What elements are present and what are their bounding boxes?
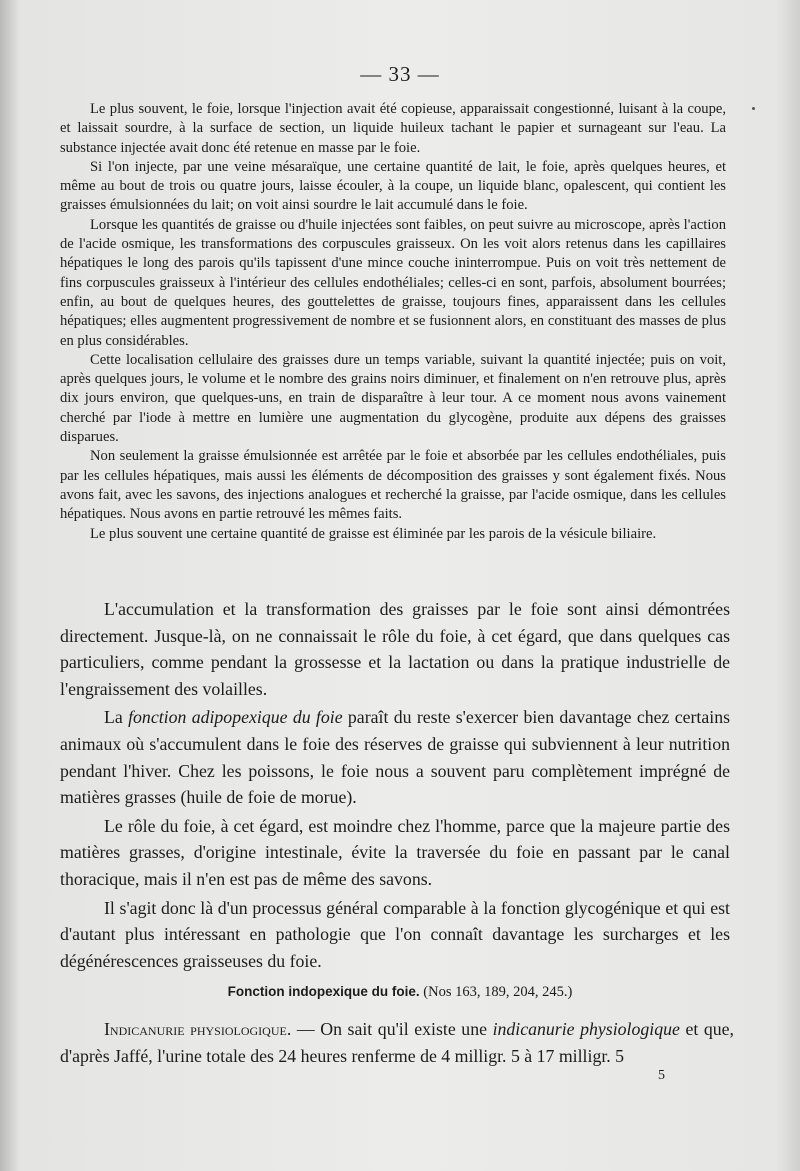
- paragraph: [60, 1016, 734, 1069]
- paragraph: Le plus souvent une certaine quantité de graisse est éliminée par les parois de la vésicule biliaire.: [90, 525, 657, 542]
- section-refs: (Nos 163, 189, 204, 245.): [419, 984, 573, 1000]
- paper-speck: [752, 107, 755, 110]
- small-print-section: [60, 100, 726, 544]
- large-print-section: [60, 596, 730, 974]
- paragraph: Non seulement la graisse émulsionnée est arrêtée par le foie et absorbée par les cellules endothéliales, puis par les cellules hépatiques, mais aussi les éléments de décomposition des graisses y sont également fixés. Nous avons fait, avec les savons, des injections analogues et recherché la graisse, par l'acide osmique, dans les cellules hépatiques. Nous avons en partie retrouvé les mêmes faits.: [60, 448, 726, 523]
- text-run: et que, d'après Jaffé, l'urine totale des 24 heures renferme de 4 milligr. 5 à 17 milligr. 5: [60, 1019, 735, 1066]
- paragraph: L'accumulation et la transformation des graisses par le foie sont ainsi démontrées directement. Jusque-là, on ne connaissait le rôle du foie, à cet égard, que dans quelques cas particuliers, comme pendant la grossesse et la lactation ou dans la pratique industrielle de l'engraissement des volailles.: [60, 599, 730, 699]
- paragraph: Le plus souvent, le foie, lorsque l'injection avait été copieuse, apparaissait congestionné, luisant à la coupe, et laissait sourdre, à la surface de section, un liquide huileux tachant le papier et surnageant sur l'eau. La substance injectée avait donc été retenue en masse par le foie.: [60, 101, 726, 156]
- signature-mark: 5: [658, 1068, 665, 1083]
- paragraph: Il s'agit donc là d'un processus général comparable à la fonction glycogénique et qui est d'autant plus intéressant en pathologie que l'on connaît davantage les surcharges et les dégénérescences graisseuses du foie.: [60, 897, 730, 971]
- paragraph: [60, 704, 730, 810]
- closing-section: [60, 1016, 734, 1069]
- section-heading: [0, 984, 800, 1001]
- paragraph: Le rôle du foie, à cet égard, est moindre chez l'homme, parce que la majeure partie des matières grasses, d'origine intestinale, évite la traversée du foie en passant par le canal thoracique, mais il n'en est pas de même des savons.: [60, 815, 730, 889]
- text-run: — On sait qu'il existe une: [291, 1019, 493, 1039]
- run-in-heading: Indicanurie physiologique.: [104, 1019, 292, 1039]
- italic-term: indicanurie physiologique: [492, 1019, 680, 1039]
- section-title: Fonction indopexique du foie.: [227, 984, 420, 999]
- italic-term: fonction adipopexique du foie: [128, 707, 343, 728]
- paragraph: Si l'on injecte, par une veine mésaraïque, une certaine quantité de lait, le foie, après quelques heures, et même au bout de trois ou quatre jours, laisse écouler, à la coupe, un liquide blanc, opalescent, qui contient les graisses émulsionnées du lait; on voit ainsi sourdre le lait accumulé dans le foie.: [60, 158, 726, 214]
- paragraph: Lorsque les quantités de graisse ou d'huile injectées sont faibles, on peut suivre au microscope, après l'action de l'acide osmique, les transformations des corpuscules graisseux. On les voit alors retenus dans les capillaires hépatiques le long des parois qu'ils tapissent d'une mince couche ininterrompue. Puis on voit très nettement de fins corpuscules graisseux à l'intérieur des cellules endothéliales; celles-ci en sont, parfois, absolument bourrées; enfin, au bout de quelques heures, des gouttelettes de graisse, toujours fines, apparaissent dans les cellules hépatiques; elles augmentent progressivement de nombre et se fusionnent alors, en constituant des masses de plus en plus considérables.: [60, 216, 726, 349]
- text-run: paraît du reste s'exercer bien davantage chez certains animaux où s'accumulent dans le foie des réserves de graisse qui subviennent à leur nutrition pendant l'hiver. Chez les poissons, le foie nous a souvent paru complètement imprégné de matières grasses (huile de foie de morue).: [60, 707, 730, 808]
- page-number: — 33 —: [360, 62, 440, 86]
- text-run: La: [104, 707, 129, 728]
- paragraph: Cette localisation cellulaire des graisses dure un temps variable, suivant la quantité injectée; puis on voit, après quelques jours, le volume et le nombre des grains noirs diminuer, et finalement on n'en retrouve plus, après dix jours environ, que quelques-uns, en train de disparaître à leur tour. A ce moment nous avons vainement cherché par l'iode à mettre en lumière une augmentation du glycogène, produite aux dépens des graisses disparues.: [60, 351, 726, 446]
